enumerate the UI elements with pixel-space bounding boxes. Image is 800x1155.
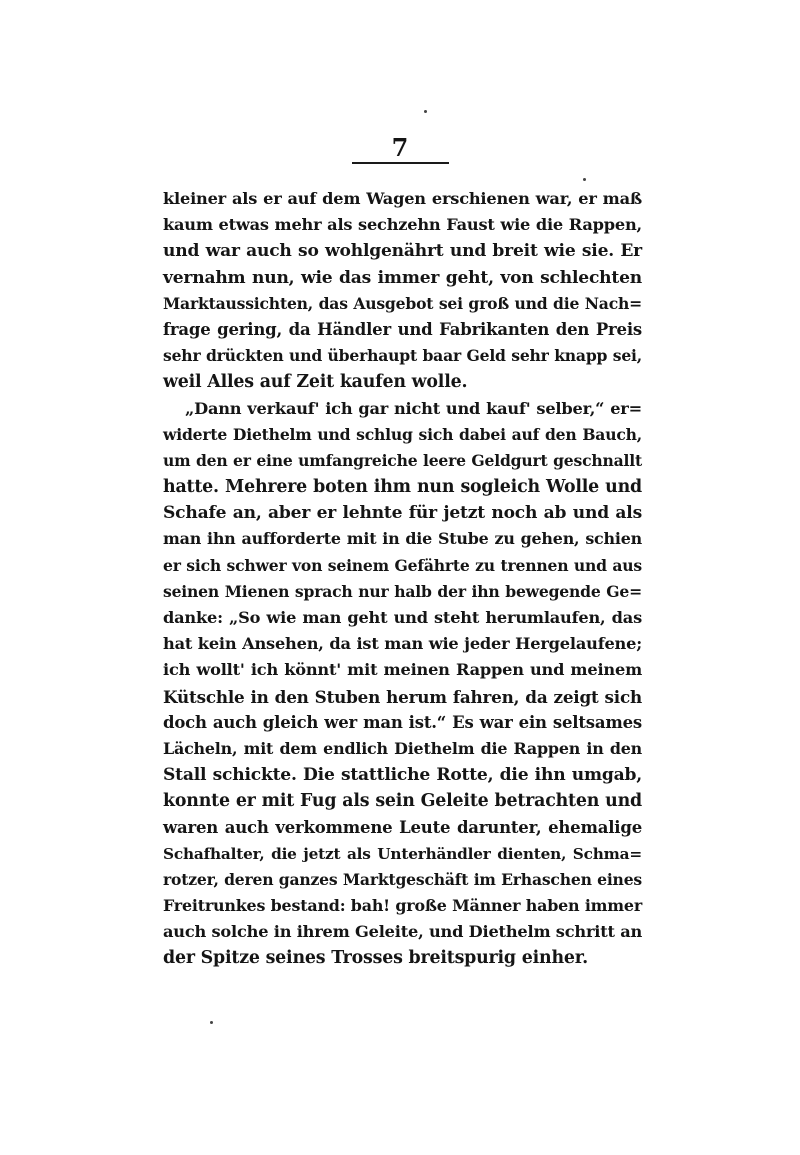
page-number: 7 (391, 133, 409, 162)
text-line: Freitrunkes bestand: bah! große Männer haben immer (163, 896, 642, 916)
text-line: doch auch gleich wer man ist.“ Es war ein seltsames (163, 712, 642, 732)
text-line: um den er eine umfangreiche leere Geldgurt geschnallt (163, 450, 642, 470)
print-speck (210, 1021, 213, 1024)
text-line: und war auch so wohlgenährt und breit wie sie. Er (163, 241, 642, 262)
text-line: er sich schwer von seinem Gefährte zu trennen und aus (163, 555, 642, 575)
text-line: sehr drückten und überhaupt baar Geld sehr knapp sei, (163, 346, 642, 366)
text-line: „Dann verkauf' ich gar nicht und kauf' selber,“ er= (185, 398, 642, 418)
text-line: hat kein Ansehen, da ist man wie jeder Hergelaufene; (163, 634, 642, 654)
text-line: kleiner als er auf dem Wagen erschienen war, er maß (163, 189, 642, 208)
text-line: man ihn aufforderte mit in die Stube zu gehen, schien (163, 529, 642, 549)
text-line: danke: „So wie man geht und steht herumlaufen, das (163, 608, 642, 627)
text-line: seinen Mienen sprach nur halb der ihn bewegende Ge= (163, 581, 642, 601)
print-speck (424, 110, 427, 113)
text-line: konnte er mit Fug als sein Geleite betrachten und (163, 791, 642, 812)
body-text (163, 186, 642, 972)
text-line: Lächeln, mit dem endlich Diethelm die Rappen in den (163, 738, 642, 758)
text-line: waren auch verkommene Leute darunter, ehemalige (163, 817, 642, 837)
text-line: rotzer, deren ganzes Marktgeschäft im Erhaschen eines (163, 869, 642, 889)
text-line: der Spitze seines Trosses breitspurig einher. (163, 948, 588, 969)
print-speck (583, 178, 586, 181)
text-line: frage gering, da Händler und Fabrikanten den Preis (163, 319, 642, 339)
text-line: hatte. Mehrere boten ihm nun sogleich Wolle und (163, 477, 642, 498)
text-line: Schafe an, aber er lehnte für jetzt noch ab und als (163, 503, 642, 524)
text-line: ich wollt' ich könnt' mit meinen Rappen und meinem (163, 660, 642, 680)
text-line: weil Alles auf Zeit kaufen wolle. (163, 372, 468, 393)
text-line: vernahm nun, wie das immer geht, von schlechten (163, 267, 642, 288)
text-line: widerte Diethelm und schlug sich dabei auf den Bauch, (163, 424, 642, 444)
text-line: Kütschle in den Stuben herum fahren, da zeigt sich (163, 686, 642, 707)
text-line: Marktaussichten, das Ausgebot sei groß und die Nach= (163, 293, 642, 313)
text-line: Schafhalter, die jetzt als Unterhändler dienten, Schma= (163, 844, 642, 863)
text-line: Stall schickte. Die stattliche Rotte, die ihn umgab, (163, 765, 642, 786)
text-line: kaum etwas mehr als sechzehn Faust wie die Rappen, (163, 215, 642, 235)
text-line: auch solche in ihrem Geleite, und Diethelm schritt an (163, 922, 643, 942)
header-rule (352, 162, 449, 164)
